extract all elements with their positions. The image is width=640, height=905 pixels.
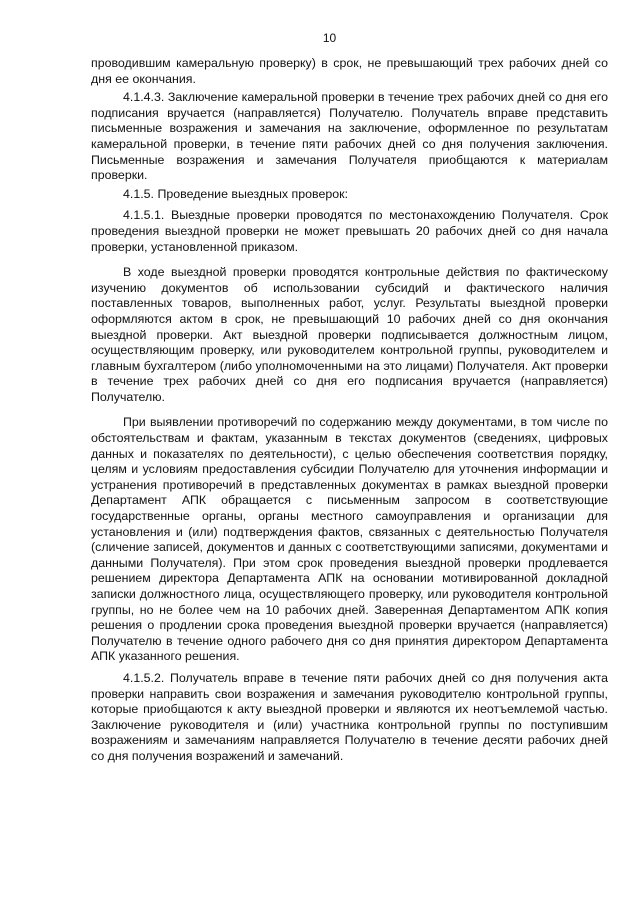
paragraph-4-1-5-1: 4.1.5.1. Выездные проверки проводятся по местонахождению Получателя. Срок проведения выездной проверки не может превышать 20 рабочих дней со дня начала проверки, установленной приказом. bbox=[91, 208, 608, 254]
paragraph-onsite-inspection: В ходе выездной проверки проводятся контрольные действия по фактическому изучению документов об использовании субсидий и фактического наличия поставленных товаров, выполненных работ, услуг. Результаты выездной проверки оформляются актом в срок, не превышающий 10 рабочих дней со дня окончания выездной проверки. Акт выездной проверки подписывается должностным лицом, осуществляющим проверку, или руководителем контрольной группы, руководителем и главным бухгалтером (либо уполномоченными на это лицами) Получателя. Акт проверки в течение трех рабочих дней со дня его подписания вручается (направляется) Получателю. bbox=[91, 265, 608, 404]
paragraph-continuation: проводившим камеральную проверку) в срок, не превышающий трех рабочих дней со дня ее окончания. bbox=[91, 56, 608, 86]
page-number: 10 bbox=[322, 31, 337, 45]
paragraph-4-1-4-3: 4.1.4.3. Заключение камеральной проверки в течение трех рабочих дней со дня его подписания вручается (направляется) Получателю. Получатель вправе представить письменные возражения и замечания на заключение, оформленное по результатам камеральной проверки, в течение пяти рабочих дней со дня получения заключения. Письменные возражения и замечания Получателя приобщаются к материалам проверки. bbox=[91, 90, 608, 183]
paragraph-4-1-5-2: 4.1.5.2. Получатель вправе в течение пяти рабочих дней со дня получения акта проверки направить свои возражения и замечания руководителю контрольной группы, которые приобщаются к акту выездной проверки и являются их неотъемлемой частью. Заключение руководителя и (или) участника контрольной группы по поступившим возражениям и замечаниям направляется Получателю в течение десяти рабочих дней со дня получения возражений и замечаний. bbox=[91, 670, 608, 763]
paragraph-contradictions: При выявлении противоречий по содержанию между документами, в том числе по обстоятельствам и фактам, указанным в текстах документов (сведениях, цифровых данных и показателях по деятельности), с целью обеспечения соответствия порядку, целям и условиям предоставления субсидии Получателю для уточнения информации и устранения противоречий в представленных документах в рамках выездной проверки Департамент АПК обращается с письменным запросом в соответствующие государственные органы, органы местного самоуправления и организации для установления и (или) подтверждения фактов, связанных с деятельностью Получателя (сличение записей, документов и данных с соответствующими записями, документами и данными Получателя). При этом срок проведения выездной проверки продлевается решением директора Департамента АПК на основании мотивированной докладной записки должностного лица, осуществляющего проверку, или руководителя контрольной группы, но не более чем на 10 рабочих дней. Заверенная Департаментом АПК копия решения о продлении срока проведения выездной проверки вручается (направляется) Получателю в течение одного рабочего дня со дня принятия директором Департамента АПК указанного решения. bbox=[91, 415, 608, 664]
paragraph-4-1-5-heading: 4.1.5. Проведение выездных проверок: bbox=[123, 186, 349, 201]
